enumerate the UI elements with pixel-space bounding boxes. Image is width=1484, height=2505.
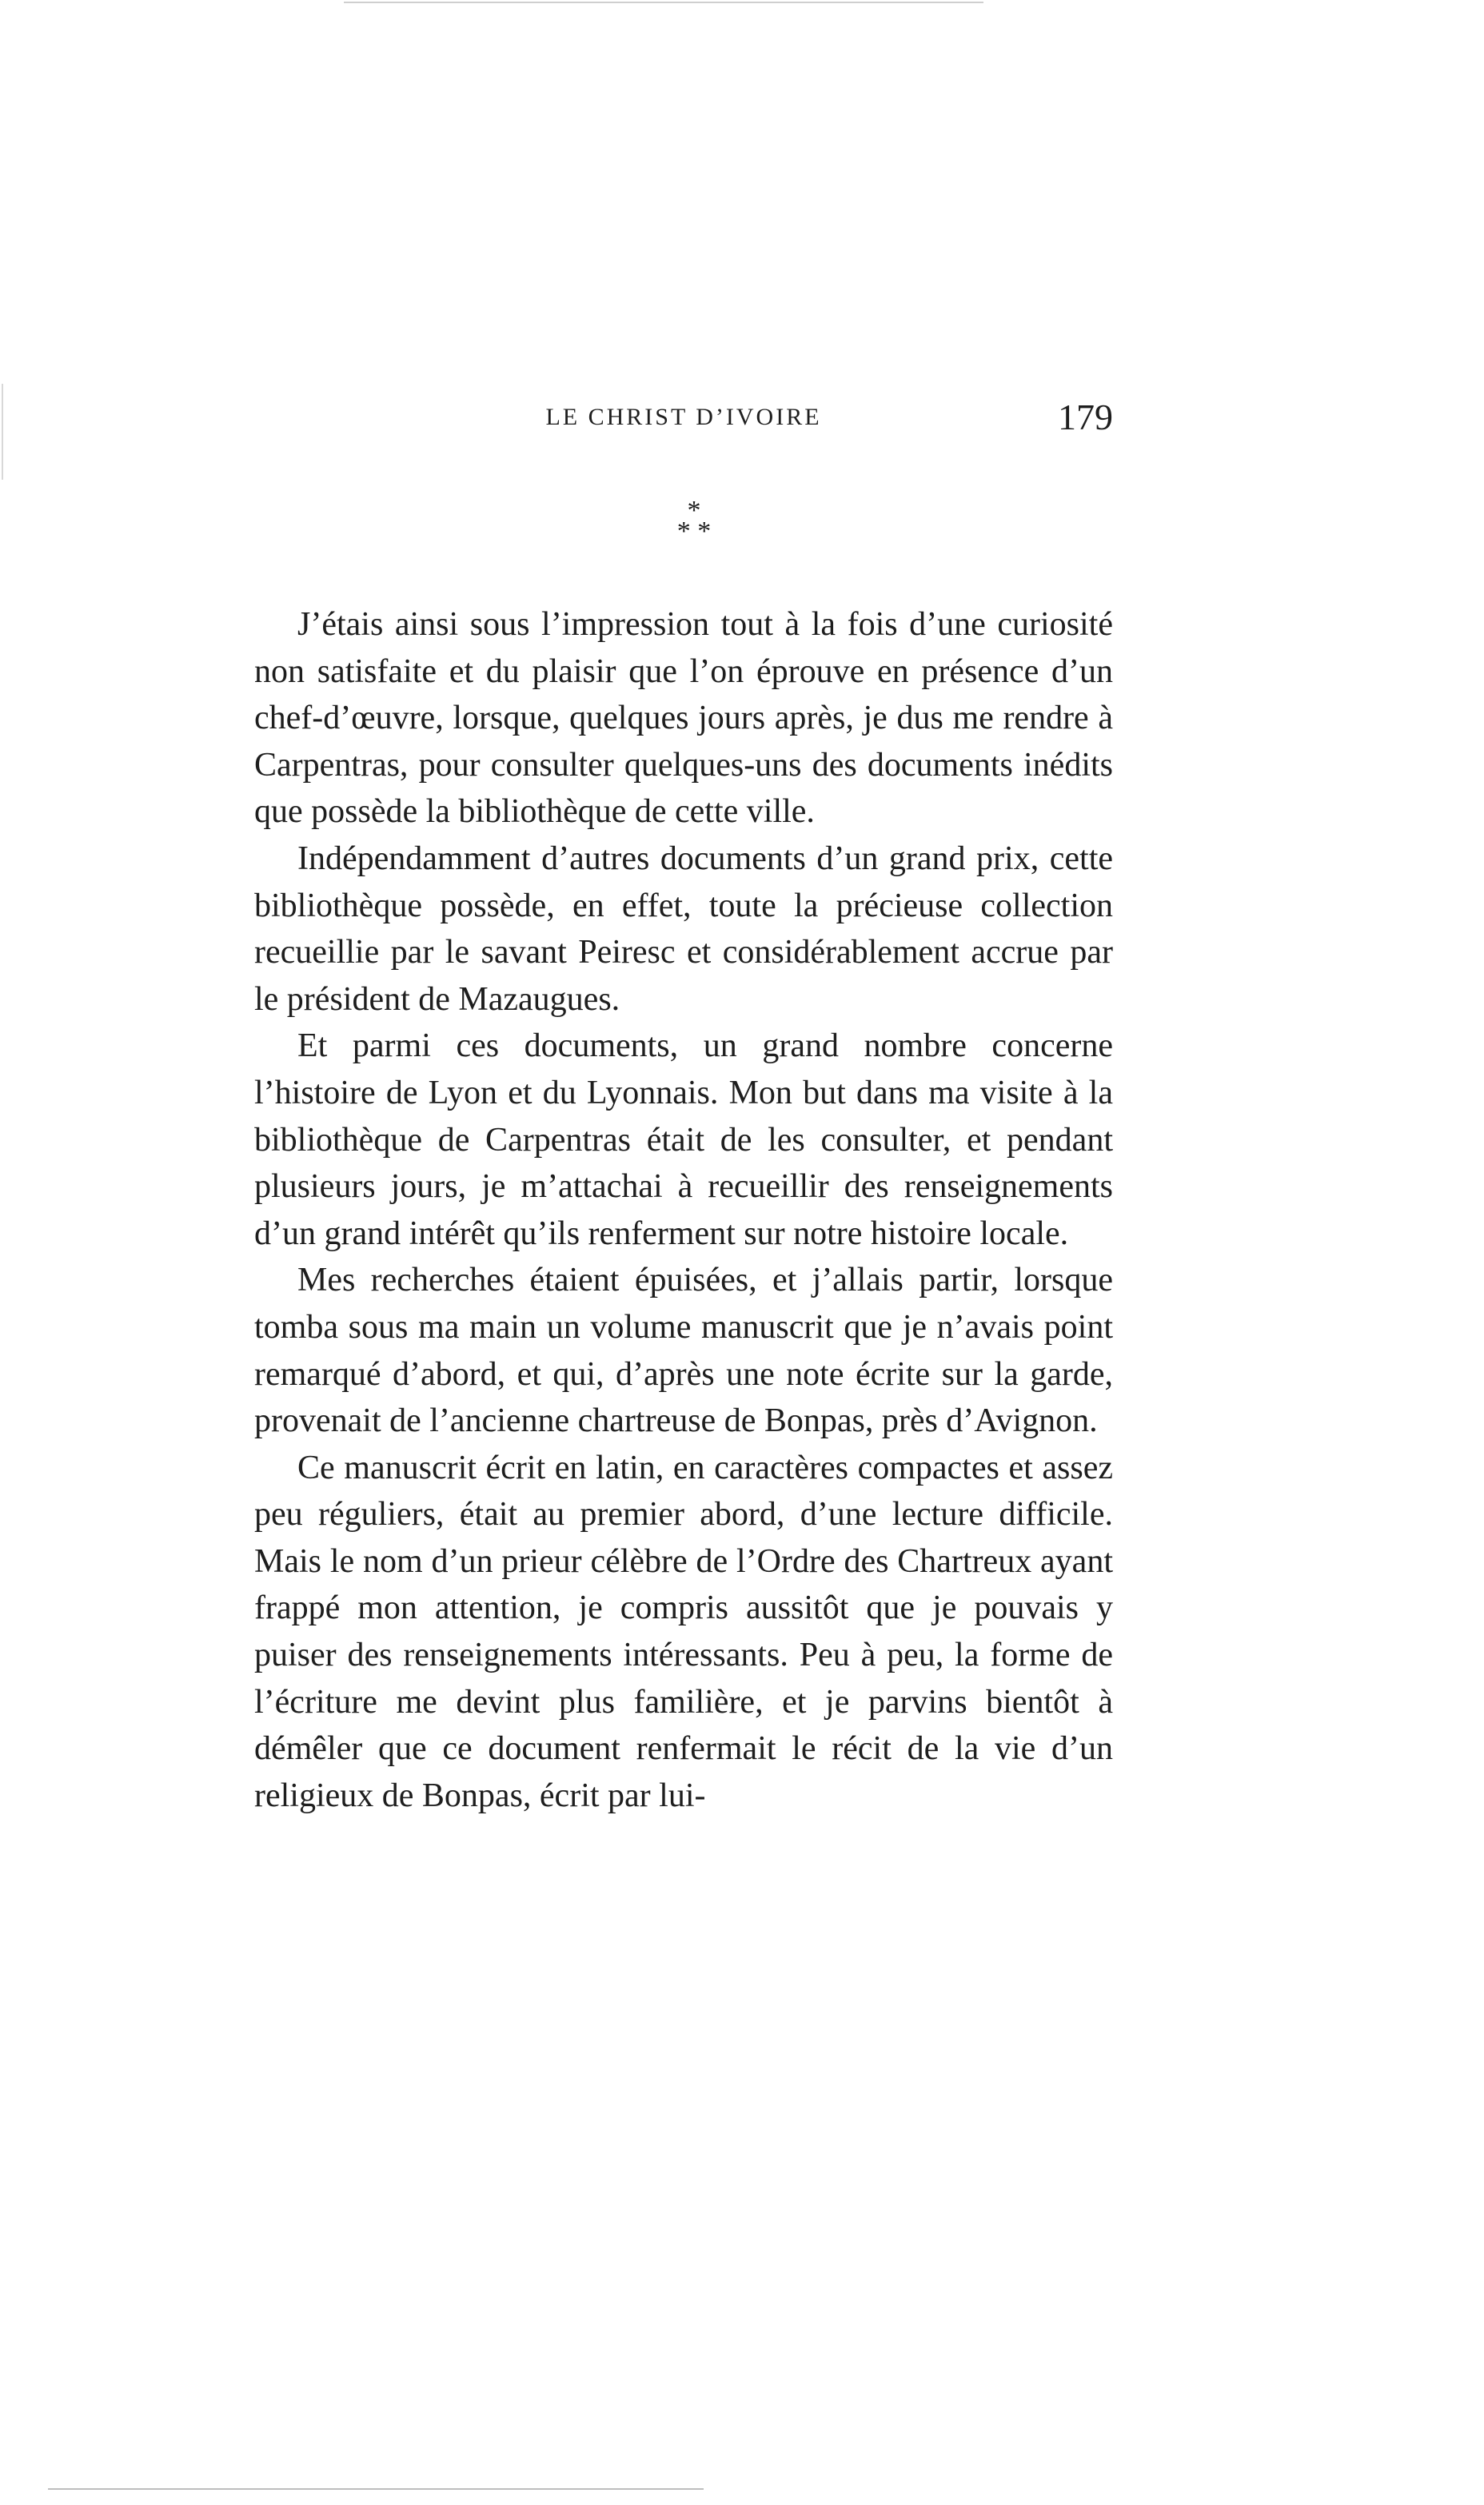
paragraph-1: J’étais ainsi sous l’impression tout à la fois d’une curiosité non satisfaite et du plaisir que l’on éprouve en présence d’un chef-d’œuvre, lorsque, quelques jours après, je dus me rendre à Carpentras, pour consulter quelques-uns des documents inédits que possède la bibliothèque de cette ville. <box>254 606 1113 831</box>
running-title: LE CHRIST D’IVOIRE <box>545 404 822 430</box>
scan-edge-top <box>344 2 983 3</box>
paragraph-4: Mes recherches étaient épuisées, et j’allais partir, lorsque tomba sous ma main un volume manuscrit que je n’avais point remarqué d’abord, et qui, d’après une note écrite sur la garde, provenait de l’ancienne chartreuse de Bonpas, près d’Avignon. <box>254 1262 1113 1440</box>
running-head <box>254 393 1113 441</box>
scan-edge-bottom <box>48 2488 704 2490</box>
paragraph-5: Ce manuscrit écrit en latin, en caractères compactes et assez peu réguliers, était au premier abord, d’une lecture difficile. Mais le nom d’un prieur célèbre de l’Ordre des Chartreux ayant frappé mon attention, je compris aussitôt que je pouvais y puiser des renseignements intéressants. Peu à peu, la forme de l’écriture me devint plus familière, et je parvins bientôt à démêler que ce document renfermait le récit de la vie d’un religieux de Bonpas, écrit par lui- <box>254 1449 1113 1814</box>
body-text <box>254 601 1113 1819</box>
paragraph-2: Indépendamment d’autres documents d’un grand prix, cette bibliothèque possède, en effet, toute la précieuse collection recueillie par le savant Peiresc et considérablement accrue par le président de Mazaugues. <box>254 840 1113 1018</box>
page-number: 179 <box>1058 397 1113 437</box>
paragraph-3: Et parmi ces documents, un grand nombre concerne l’histoire de Lyon et du Lyonnais. Mon but dans ma visite à la bibliothèque de Carpentras était de les consulter, et pendant plusieurs jours, je m’attachai à recueillir des renseignements d’un grand intérêt qu’ils renferment sur notre histoire locale. <box>254 1027 1113 1252</box>
asterism-bottom: * * <box>676 517 712 546</box>
section-break-asterism <box>654 496 734 546</box>
asterism-top: * <box>687 496 701 525</box>
scan-edge-left <box>2 384 3 480</box>
